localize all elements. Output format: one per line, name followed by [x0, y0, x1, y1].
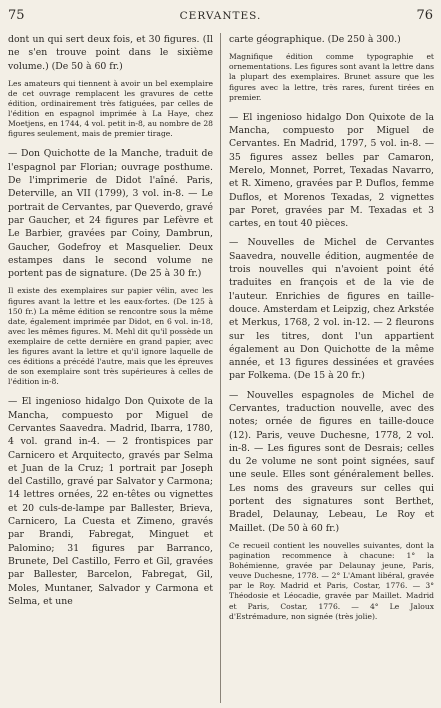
bibliography-note: Il existe des exemplaires sur papier vélin, avec les figures avant la lettre et les eaux-fortes. (De 125 à 150 fr.) La même édition se rencontre sous la même date, également imprimée par Didot, en 6 vol. in-18, avec les mêmes figures. M. Mehl dit qu'il possède un exemplaire de cette dernière en grand papier, avec les figures avant la lettre et qu'il ignore laquelle de ces éditions a précédé l'autre, mais que les épreuves de son exemplaire sont très supérieures à celles de l'édition in-8. — [8, 286, 213, 387]
column-divider — [220, 33, 221, 703]
bibliography-entry: — Nouvelles espagnoles de Michel de Cervantes, traduction nouvelle, avec des notes; ornée de figures en taille-douce (12). Paris, veuve Duchesne, 1778, 2 vol. in-8. — Les figures sont de Desrais; celles du 2e volume ne sont point signées, sauf une seule. Elles sont généralement belles. Les noms des graveurs sur celles qui portent des signatures sont Berthet, Bradel, Delaunay, Lebeau, Le Roy et Maillet. (De 50 à 60 fr.) — [229, 389, 434, 534]
bibliography-note: Ce recueil contient les nouvelles suivantes, dont la pagination recommence à chacune: 1° la Bohémienne, gravée par Delaunay jeune, Paris, veuve Duchesne, 1778. — 2° L'Amant libéral, gravée par le Roy. Madrid et Paris, Costar, 1776. — 3° Théodosie et Léocadie, gravée par Maillet. Madrid et Paris, Costar, 1776. — 4° Le Jaloux d'Estrémadure, non signée (très jolie). — [229, 540, 434, 621]
running-title: CERVANTES. — [179, 10, 262, 22]
bibliography-entry: carte géographique. (De 250 à 300.) — [229, 34, 401, 45]
left-page-number: 75 — [8, 8, 25, 23]
right-column — [229, 33, 434, 630]
bibliography-entry: dont un qui sert deux fois, et 30 figures. (Il ne s'en trouve point dans le sixième volume.) (De 50 à 60 fr.) — [8, 34, 213, 72]
bibliography-note: Magnifique édition comme typographie et ornementations. Les figures sont avant la lettre dans la plupart des exemplaires. Brunet assure que les figures avec la lettre, très rares, furent tirées en premier. — [229, 52, 434, 102]
bibliography-entry: — Nouvelles de Michel de Cervantes Saavedra, nouvelle édition, augmentée de trois nouvelles qui n'avoient point été traduites en françois et de la vie de l'auteur. Enrichies de figures en taille-douce. Amsterdam et Leipzig, chez Arkstée et Merkus, 1768, 2 vol. in-12. — 2 fleurons sur les titres, dont l'un appartient également au Don Quichotte de la même année, et 13 figures dessinées et gravées par Folkema. (De 15 à 20 fr.) — [229, 237, 434, 382]
bibliography-entry: — El ingenioso hidalgo Don Quixote de la Mancha, compuesto por Miguel de Cervantes. En Madrid, 1797, 5 vol. in-8. — 35 figures assez belles par Camaron, Merelo, Monnet, Porret, Texadas Navarro, et R. Ximeno, gravées par P. Duflos, femme Duflos, et Morenos Texadas, 2 vignettes par Poret, gravées par M. Texadas et 3 cartes, en tout 40 pièces. — [229, 111, 434, 230]
bibliography-entry: — El ingenioso hidalgo Don Quixote de la Mancha, compuesto por Miguel de Cervantes Saavedra. Madrid, Ibarra, 1780, 4 vol. grand in-4. — 2 frontispices par Carnicero et Arquitecto, gravés par Selma et Juan de la Cruz; 1 portrait par Joseph del Castillo, gravé par Salvator y Carmona; 14 lettres ornées, 22 en-têtes ou vignettes et 20 culs-de-lampe par Ballester, Brieva, Carnicero, La Cuesta et Zimeno, gravés par Brandi, Fabregat, Minguet et Palomino; 31 figures par Barranco, Brunete, Del Castillo, Ferro et Gil, gravées par Ballester, Barcelon, Fabregat, Gil, Moles, Muntaner, Salvador y Carmona et Selma, et une — [8, 396, 213, 607]
right-page-number: 76 — [416, 8, 433, 23]
left-column — [8, 33, 213, 614]
bibliography-entry: — Don Quichotte de la Manche, traduit de l'espagnol par Florian; ouvrage posthume. De l'imprimerie de Didot l'aîné. Paris, Deterville, an VII (1799), 3 vol. in-8. — Le portrait de Cervantes, par Queverdo, gravé par Gaucher, et 24 figures par Lefèvre et Le Barbier, gravées par Coiny, Dambrun, Gaucher, Godefroy et Masquelier. Deux estampes dans le second volume ne portent pas de signature. (De 25 à 30 fr.) — [8, 148, 213, 280]
bibliography-note: Les amateurs qui tiennent à avoir un bel exemplaire de cet ouvrage remplacent les gravures de cette édition, ordinairement très fatiguées, par celles de l'édition en espagnol imprimée à La Haye, chez Moetjens, en 1744, 4 vol. petit in-8, au nombre de 28 figures seulement, mais de premier tirage. — [8, 78, 213, 139]
